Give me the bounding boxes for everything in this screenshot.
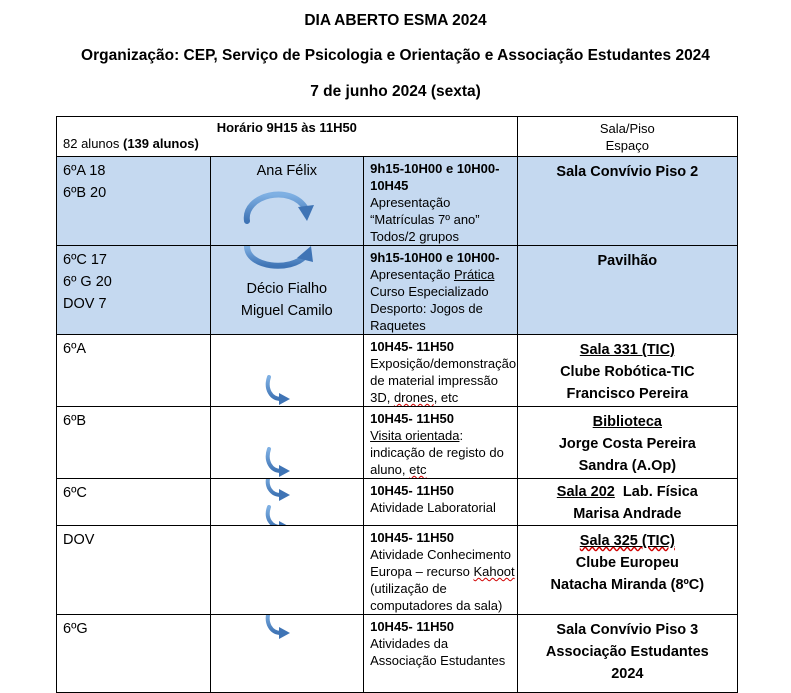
teacher-cell — [210, 526, 364, 615]
group-label: 6ºC — [63, 485, 87, 501]
room-cell — [517, 526, 737, 615]
activity-cell: 10H45- 11H50 Exposição/demonstração de material impressão 3D, drones, etc — [364, 335, 518, 407]
group-label: DOV 7 — [63, 296, 107, 312]
room-cell — [517, 157, 737, 246]
activity-emphasis: Prática — [453, 267, 495, 282]
activity-cell — [364, 157, 518, 246]
table-row — [57, 246, 738, 335]
cycle-arrow-icon — [241, 246, 316, 275]
activity-flagged-word: Kahoot — [473, 564, 515, 579]
group-label: 6ºB — [63, 413, 87, 429]
schedule-header-cell — [57, 117, 518, 157]
room-club: Clube Robótica-TIC — [560, 364, 695, 380]
activity-text: Exposição/demonstração de material impressão 3D, — [370, 356, 517, 405]
document-title: DIA ABERTO ESMA 2024 — [304, 12, 487, 29]
table-row — [57, 479, 738, 526]
group-cell — [57, 407, 211, 479]
group-label: 6ºA 18 — [63, 163, 106, 179]
room-name: Pavilhão — [597, 253, 658, 269]
room-club: Clube Europeu — [575, 555, 679, 571]
room-year: 2024 — [611, 666, 644, 682]
table-row — [57, 157, 738, 246]
activity-text: : indicação de registo do aluno, — [370, 428, 504, 477]
rotation-arrow-icon — [265, 615, 291, 640]
schedule-heading: Horário 9H15 às 11H50 — [216, 120, 357, 135]
room-name: Sala Convívio Piso 3 — [556, 622, 699, 638]
room-cell — [517, 335, 737, 407]
group-cell — [57, 479, 211, 526]
teacher-cell — [210, 615, 364, 693]
group-label: 6ºB 20 — [63, 185, 107, 201]
room-cell — [517, 615, 737, 693]
room-header-cell — [517, 117, 737, 157]
table-row — [57, 335, 738, 407]
group-label: DOV — [63, 532, 95, 548]
group-cell — [57, 615, 211, 693]
group-cell — [57, 246, 211, 335]
activity-cell — [364, 615, 518, 693]
time-slot: 10H45- 11H50 — [370, 619, 454, 634]
room-cell — [517, 407, 737, 479]
rotation-arrow-icon — [265, 375, 291, 405]
activity-cell — [364, 407, 518, 479]
activity-cell: 9h15-10H00 e 10H00- Apresentação Prática Curso Especializado Desporto: Jogos de Raquetes — [364, 246, 518, 335]
students-count — [57, 136, 517, 151]
group-label: 6ºG — [63, 621, 88, 637]
room-teacher: Natacha Miranda (8ºC) — [550, 577, 705, 593]
time-slot: 10H45- 11H50 — [370, 530, 454, 545]
organization-line: Organização: CEP, Serviço de Psicologia e Orientação e Associação Estudantes 2024 — [81, 47, 710, 64]
activity-flagged-word: drones — [393, 390, 434, 405]
table-row — [57, 615, 738, 693]
teacher-names: Décio Fialho Miguel Camilo — [240, 281, 333, 319]
room-teacher: Francisco Pereira — [566, 386, 689, 402]
group-label: 6º G 20 — [63, 274, 112, 290]
event-date: 7 de junho 2024 (sexta) — [310, 83, 481, 100]
cycle-arrow-icon — [241, 181, 316, 227]
room-organizer: Associação Estudantes — [545, 644, 709, 660]
time-slot: 9h15-10H00 e 10H00- — [370, 250, 500, 265]
room-name: Biblioteca — [592, 414, 662, 430]
rotation-arrow-icon — [265, 505, 291, 526]
activity-emphasis: Visita orientada — [370, 428, 460, 443]
activity-text: Apresentação “Matrículas 7º ano” — [370, 195, 480, 227]
activity-text: Todos/2 grupos — [370, 229, 459, 244]
teacher-cell — [210, 335, 364, 407]
table-header-row — [57, 117, 738, 157]
activity-text: Atividades da Associação Estudantes — [370, 636, 506, 668]
students-count-label: 82 alunos — [63, 136, 123, 151]
group-label: 6ºC 17 — [63, 252, 107, 268]
room-name: Sala 331 (TIC) — [579, 342, 675, 358]
activity-text: Curso Especializado Desporto: Jogos de Raquetes — [370, 284, 489, 333]
activity-cell: 10H45- 11H50 Atividade Conhecimento Europa – recurso Kahoot (utilização de computadores da sala) — [364, 526, 518, 615]
activity-flagged-word: etc — [409, 462, 427, 477]
teacher-cell — [210, 479, 364, 526]
activity-text: Atividade Laboratorial — [370, 500, 496, 515]
rotation-arrow-icon — [265, 447, 291, 477]
room-heading: Sala/Piso Espaço — [599, 121, 655, 153]
teacher-cell — [210, 246, 364, 335]
group-cell — [57, 526, 211, 615]
group-cell — [57, 335, 211, 407]
room-name: Sala Convívio Piso 2 — [556, 164, 699, 180]
time-slot: 10H45- 11H50 — [370, 339, 454, 354]
room-teacher: Jorge Costa Pereira — [558, 436, 696, 452]
time-slot: 10H45- 11H50 — [370, 483, 454, 498]
group-cell — [57, 157, 211, 246]
teacher-cell — [210, 407, 364, 479]
room-name: Sala 325 (TIC) — [579, 533, 675, 549]
activity-cell — [364, 479, 518, 526]
room-lab: Lab. Física — [614, 484, 698, 500]
group-label: 6ºA — [63, 341, 87, 357]
room-teacher: Marisa Andrade — [573, 506, 682, 522]
time-slot: 10H45- 11H50 — [370, 411, 454, 426]
schedule-table — [56, 116, 738, 693]
table-row — [57, 407, 738, 479]
room-cell — [517, 479, 737, 526]
time-slot: 9h15-10H00 e 10H00-10H45 — [370, 161, 500, 193]
teacher-cell — [210, 157, 364, 246]
rotation-arrow-icon — [265, 479, 291, 502]
activity-text: Atividade Conhecimento Europa – recurso — [370, 547, 512, 579]
table-row — [57, 526, 738, 615]
teacher-name: Ana Félix — [256, 163, 318, 179]
room-name: Sala 202 — [556, 484, 615, 500]
students-total: (139 alunos) — [123, 136, 199, 151]
room-cell — [517, 246, 737, 335]
room-staff: Sandra (A.Op) — [578, 458, 677, 474]
